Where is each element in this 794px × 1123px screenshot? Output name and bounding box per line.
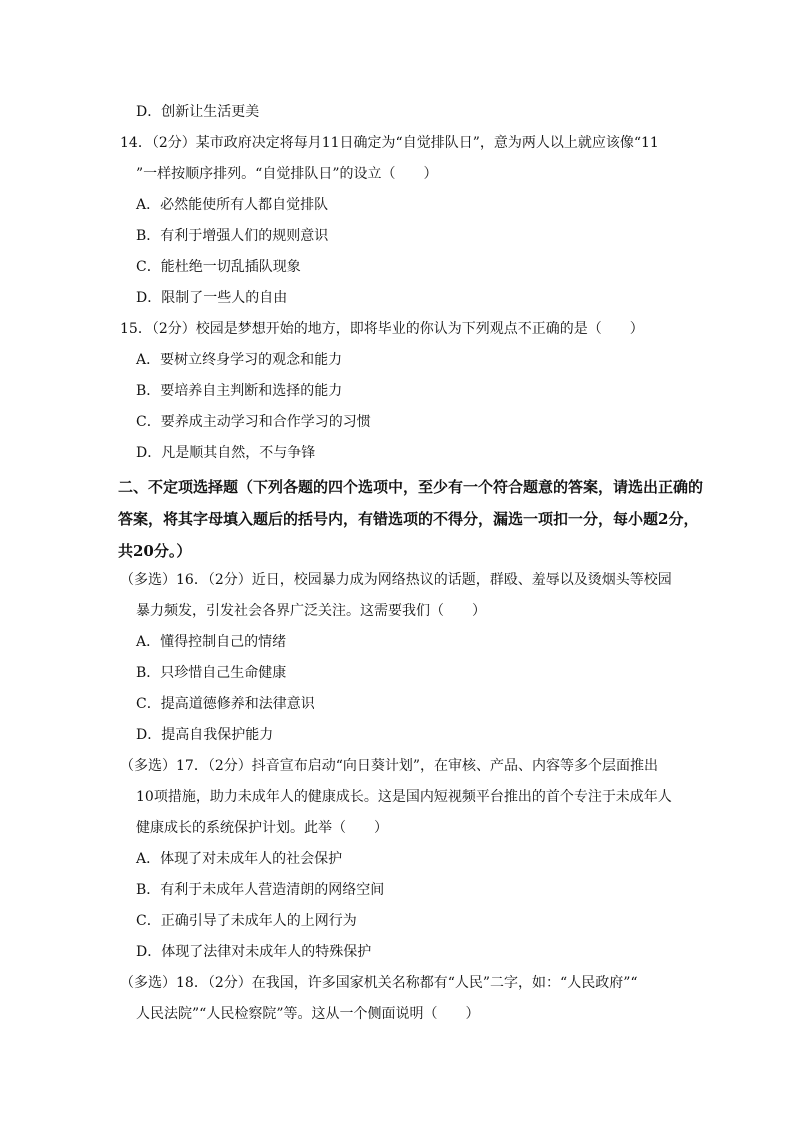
question-continuation: 10项措施，助力未成年人的健康成长。这是国内短视频平台推出的首个专注于未成年人 [136,789,672,805]
option-line: B．有利于未成年人营造清朗的网络空间 [136,882,385,898]
option-line: A．要树立终身学习的观念和能力 [136,352,343,368]
option-line: A．必然能使所有人都自觉排队 [136,197,329,213]
option-line: C．提高道德修养和法律意识 [136,696,315,712]
option-line: B．只珍惜自己生命健康 [136,665,287,681]
option-line: D．创新让生活更美 [136,104,260,120]
section-heading-line: 二、不定项选择题（下列各题的四个选项中，至少有一个符合题意的答案，请选出正确的 [118,478,704,496]
option-line: B．有利于增强人们的规则意识 [136,228,329,244]
option-line: A．体现了对未成年人的社会保护 [136,851,343,867]
option-line: D．凡是顺其自然，不与争锋 [136,445,316,461]
section-heading-line: 答案，将其字母填入题后的括号内，有错选项的不得分，漏选一项扣一分，每小题2分， [118,510,699,528]
multi-select-question-line: （多选）18．（2分）在我国，许多国家机关名称都有“人民”二字，如：“人民政府”“ [120,975,638,991]
multi-select-question-line: （多选）16．（2分）近日，校园暴力成为网络热议的话题，群殴、羞辱以及烫烟头等校园 [120,572,672,588]
option-line: C．能杜绝一切乱插队现象 [136,259,301,275]
question-continuation: 健康成长的系统保护计划。此举（ ） [136,820,388,836]
option-line: D．提高自我保护能力 [136,727,274,743]
question-continuation: 人民法院”“人民检察院”等。这从一个侧面说明（ ） [136,1006,480,1022]
option-line: A．懂得控制自己的情绪 [136,634,287,650]
question-continuation: 暴力频发，引发社会各界广泛关注。这需要我们（ ） [136,603,486,619]
section-heading-line: 共20分。） [118,542,192,560]
option-line: B．要培养自主判断和选择的能力 [136,383,343,399]
question-continuation: ”一样按顺序排列。“自觉排队日”的设立（ ） [136,166,438,182]
question-line: 14．（2分）某市政府决定将每月11日确定为“自觉排队日”，意为两人以上就应该像“11 [120,135,659,151]
option-line: C．要养成主动学习和合作学习的习惯 [136,414,371,430]
option-line: D．体现了法律对未成年人的特殊保护 [136,944,372,960]
option-line: D．限制了一些人的自由 [136,290,288,306]
multi-select-question-line: （多选）17．（2分）抖音宣布启动“向日葵计划”，在审核、产品、内容等多个层面推出 [120,758,659,774]
option-line: C．正确引导了未成年人的上网行为 [136,913,357,929]
question-line: 15．（2分）校园是梦想开始的地方，即将毕业的你认为下列观点不正确的是（ ） [120,321,644,337]
